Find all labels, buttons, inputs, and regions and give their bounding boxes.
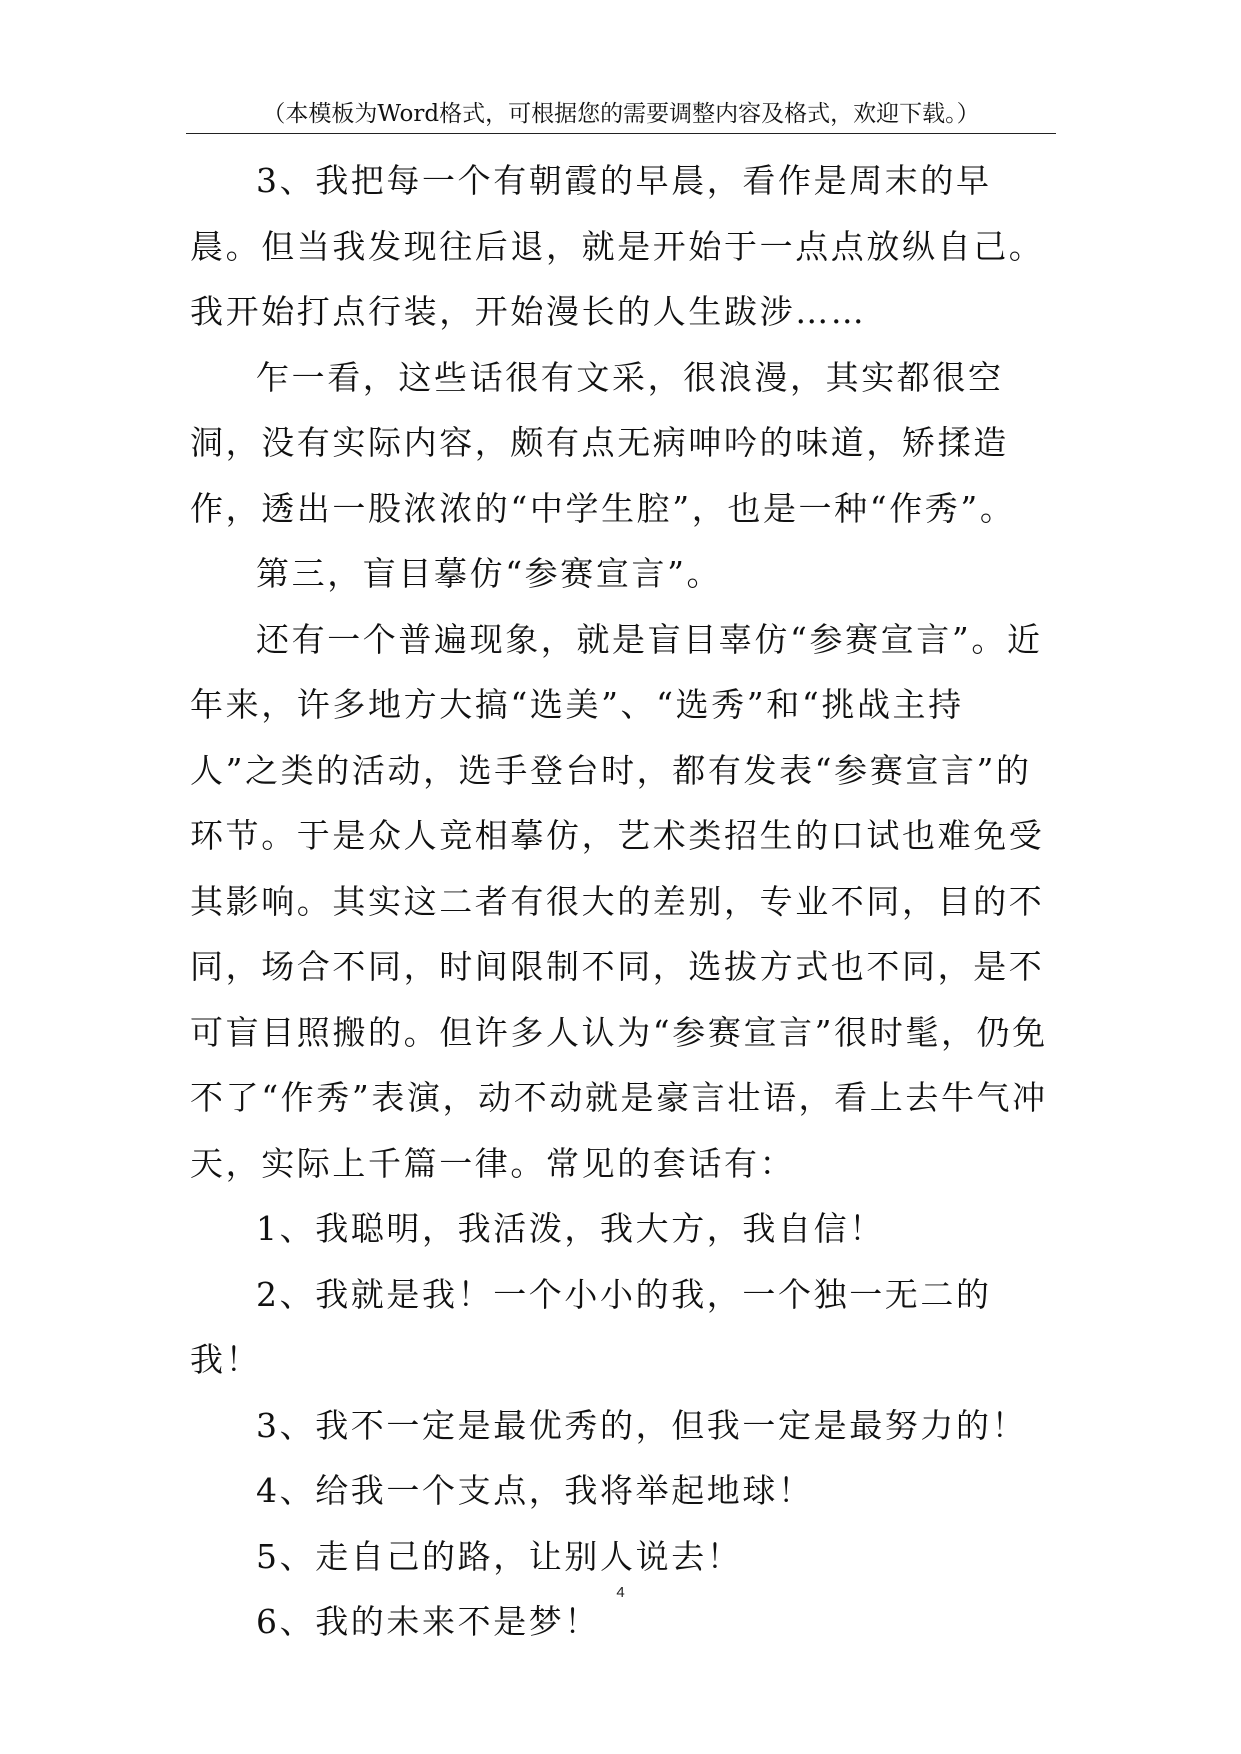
list-item-6: 6、我的未来不是梦！ bbox=[256, 1602, 600, 1641]
list-item-5: 5、走自己的路，让别人说去！ bbox=[256, 1536, 743, 1576]
page-number: 4 bbox=[616, 1584, 625, 1601]
paragraph-4: 还有一个普遍现象，就是盲目辜仿“参赛宣言”。近年来，许多地方大搞“选美”、“选秀”和“挑战主持人”之类的活动，选手登台时，都有发表“参赛宣言”的环节。于是众人竞相摹仿，艺术类招生的口试也难免受其影响。其实这二者有很大的差别，专业不同，目的不同，场合不同，时间限制不同，选拔方式也不同，是不可盲目照搬的。但许多人认为“参赛宣言”很时髦，仍免不了“作秀”表演，动不动就是豪言壮语，看上去牛气冲天，实际上千篇一律。常见的套话有： bbox=[190, 619, 1048, 1183]
list-item-4: 4、给我一个支点，我将举起地球！ bbox=[256, 1471, 814, 1510]
paragraph-1: 3、我把每一个有朝霞的早晨，看作是周末的早晨。但当我发现往后退，就是开始于一点点放纵自己。我开始打点行装，开始漫长的人生跋涉…… bbox=[190, 161, 1045, 331]
header-divider bbox=[186, 133, 1056, 134]
list-item-2: 2、我就是我！一个小小的我，一个独一无二的我！ bbox=[190, 1274, 992, 1379]
document-body bbox=[190, 148, 1052, 1655]
paragraph-2: 乍一看，这些话很有文采，很浪漫，其实都很空洞，没有实际内容，颇有点无病呻吟的味道，矫揉造作，透出一股浓浓的“中学生腔”，也是一种“作秀”。 bbox=[190, 357, 1016, 528]
paragraph-3: 第三，盲目摹仿“参赛宣言”。 bbox=[256, 554, 723, 593]
page-header-note: （本模板为Word格式，可根据您的需要调整内容及格式，欢迎下载。） bbox=[262, 101, 980, 127]
list-item-1: 1、我聪明，我活泼，我大方，我自信！ bbox=[256, 1209, 885, 1248]
list-item-3: 3、我不一定是最优秀的，但我一定是最努力的！ bbox=[256, 1405, 1028, 1445]
